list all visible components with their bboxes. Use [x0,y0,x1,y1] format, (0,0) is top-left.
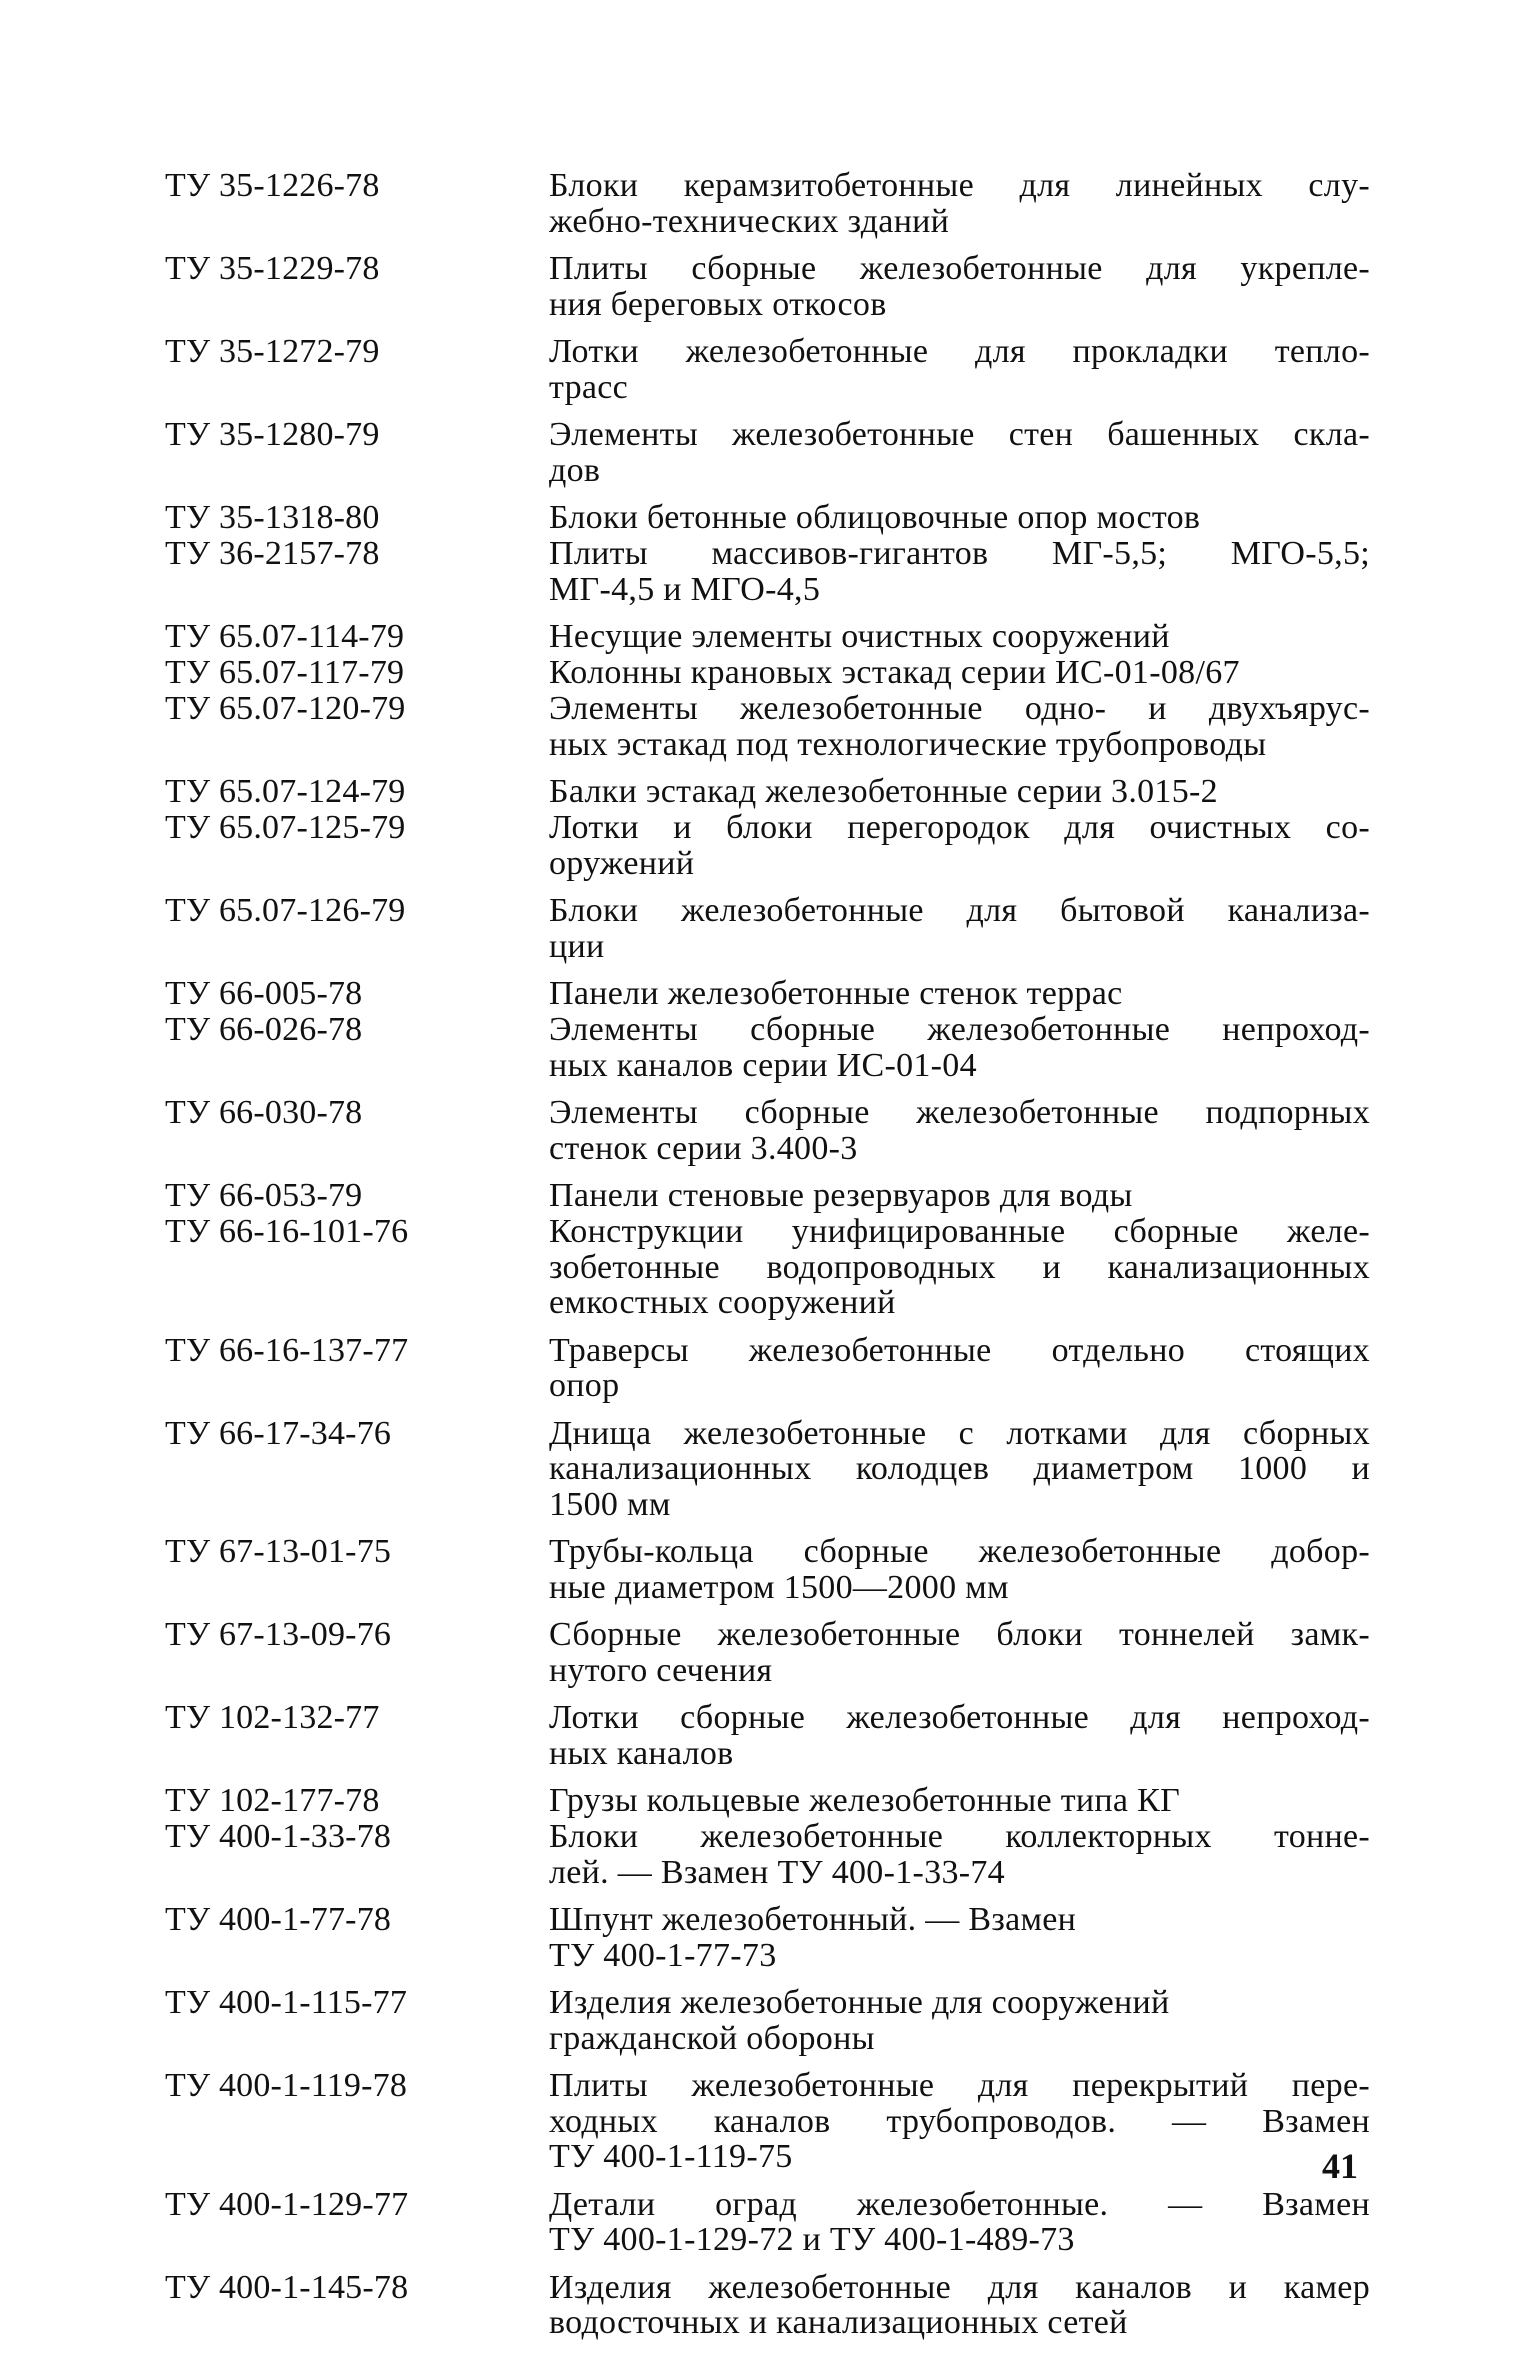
standards-list [165,168,1370,2341]
standard-description [549,1416,1370,1523]
standard-description [549,1012,1370,1083]
list-item [165,251,1370,322]
standard-code: ТУ 102-132-77 [165,1699,380,1736]
standard-description [549,1985,1370,2056]
description-line: канализационных колодцев диаметром 1000 и [549,1451,1370,1487]
description-line: ных эстакад под технологические трубопроводы [549,726,1267,762]
standard-description [549,1902,1370,1973]
description-line: Сборные железобетонные блоки тоннелей замк- [549,1617,1370,1653]
list-item [165,1700,1370,1771]
standard-description [549,893,1370,964]
standard-description [549,334,1370,405]
standard-description [549,2270,1370,2341]
standard-code: ТУ 36-2157-78 [165,535,380,572]
standard-code: ТУ 65.07-120-79 [165,690,406,727]
description-line: нутого сечения [549,1652,773,1688]
standard-description [549,655,1370,691]
description-line: ния береговых откосов [549,286,887,322]
standard-code: ТУ 400-1-33-78 [165,1818,392,1855]
standard-code: ТУ 65.07-126-79 [165,892,406,929]
description-line: Блоки бетонные облицовочные опор мостов [549,500,1201,536]
standard-code: ТУ 35-1280-79 [165,416,380,453]
description-line: Элементы сборные железобетонные подпорных [549,1095,1370,1131]
description-line: стенок серии 3.400-3 [549,1130,858,1166]
standard-code: ТУ 66-16-137-77 [165,1331,409,1369]
description-line: Блоки железобетонные для бытовой канализа- [549,893,1370,929]
standard-description [549,976,1370,1012]
standard-code: ТУ 35-1226-78 [165,167,380,204]
list-item [165,2270,1370,2341]
description-line: водосточных и канализационных сетей [549,2305,1128,2341]
standard-code: ТУ 65.07-117-79 [165,654,405,691]
description-line: Конструкции унифицированные сборные желе- [549,1214,1370,1250]
standard-description [549,2068,1370,2175]
description-line: Днища железобетонные с лотками для сборных [549,1415,1370,1451]
description-line: ТУ 400-1-129-72 и ТУ 400-1-489-73 [549,2222,1075,2258]
description-line: Плиты массивов-гигантов МГ-5,5; МГО-5,5; [549,536,1370,572]
description-line: ТУ 400-1-77-73 [549,1937,777,1973]
standard-code: ТУ 400-1-145-78 [165,2268,409,2306]
standard-description [549,417,1370,488]
standard-description [549,1095,1370,1166]
description-line: Шпунт железобетонный. — Взамен [549,1902,1077,1938]
standard-code: ТУ 400-1-77-78 [165,1901,392,1938]
list-item [165,893,1370,964]
standard-description [549,1214,1370,1321]
description-line: Трубы-кольца сборные железобетонные добор- [549,1534,1370,1570]
standard-code: ТУ 66-17-34-76 [165,1414,392,1452]
page-number: 41 [1322,2146,1358,2186]
standard-code: ТУ 67-13-09-76 [165,1616,392,1653]
description-line: МГ-4,5 и МГО-4,5 [549,571,821,607]
standard-code: ТУ 66-16-101-76 [165,1213,409,1250]
list-item [165,1178,1370,1214]
standard-description [549,691,1370,762]
standard-code: ТУ 35-1272-79 [165,333,380,370]
standard-code: ТУ 102-177-78 [165,1782,380,1819]
description-line: ТУ 400-1-119-75 [549,2139,793,2175]
standard-description [549,1178,1370,1214]
list-item [165,2187,1370,2258]
description-line: жебно-технических зданий [549,203,950,239]
list-item [165,810,1370,881]
description-line: дов [549,452,601,488]
list-item [165,500,1370,536]
description-line: Балки эстакад железобетонные серии 3.015-2 [549,774,1218,810]
description-line: Траверсы железобетонные отдельно стоящих [549,1332,1370,1368]
standard-code: ТУ 66-030-78 [165,1094,363,1131]
standard-description [549,251,1370,322]
standard-description [549,619,1370,655]
list-item [165,976,1370,1012]
description-line: Лотки железобетонные для прокладки тепло- [549,334,1370,370]
list-item [165,655,1370,691]
description-line: Элементы железобетонные стен башенных скла- [549,417,1370,453]
standard-description [549,1617,1370,1688]
description-line: Плиты сборные железобетонные для укрепле- [549,251,1370,287]
description-line: Блоки керамзитобетонные для линейных слу- [549,168,1370,204]
description-line: ные диаметром 1500—2000 мм [549,1569,1009,1605]
list-item [165,1095,1370,1166]
description-line: ных каналов [549,1735,734,1771]
list-item [165,1902,1370,1973]
description-line: лей. — Взамен ТУ 400-1-33-74 [549,1854,1005,1890]
list-item [165,1416,1370,1523]
standard-description [549,1534,1370,1605]
list-item [165,1012,1370,1083]
standard-code: ТУ 400-1-119-78 [165,2067,408,2104]
description-line: Несущие элементы очистных сооружений [549,619,1170,655]
list-item [165,334,1370,405]
description-line: ции [549,928,605,964]
description-line: зобетонные водопроводных и канализационных [549,1249,1370,1285]
list-item [165,1333,1370,1404]
standard-description [549,810,1370,881]
standard-code: ТУ 35-1318-80 [165,499,380,536]
standard-code: ТУ 67-13-01-75 [165,1533,392,1570]
standard-description [549,168,1370,239]
description-line: Элементы сборные железобетонные непроход- [549,1012,1370,1048]
list-item [165,1534,1370,1605]
standard-description [549,1333,1370,1404]
list-item [165,417,1370,488]
description-line: опор [549,1368,620,1404]
description-line: Лотки и блоки перегородок для очистных со- [549,810,1370,846]
description-line: Блоки железобетонные коллекторных тонне- [549,1819,1370,1855]
description-line: Грузы кольцевые железобетонные типа КГ [549,1783,1181,1819]
list-item [165,774,1370,810]
list-item [165,1783,1370,1819]
description-line: ходных каналов трубопроводов. — Взамен [549,2103,1370,2139]
list-item [165,1985,1370,2056]
description-line: Изделия железобетонные для сооружений [549,1985,1170,2021]
standard-description [549,536,1370,607]
description-line: емкостных сооружений [549,1285,896,1321]
standard-code: ТУ 66-053-79 [165,1177,363,1214]
standard-description [549,774,1370,810]
standard-description [549,500,1370,536]
list-item [165,1819,1370,1890]
standard-code: ТУ 400-1-129-77 [165,2185,409,2223]
standard-code: ТУ 65.07-124-79 [165,773,406,810]
description-line: Элементы железобетонные одно- и двухъярус- [549,691,1370,727]
description-line: Детали оград железобетонные. — Взамен [549,2186,1370,2222]
list-item [165,536,1370,607]
standard-code: ТУ 66-005-78 [165,975,363,1012]
standard-code: ТУ 65.07-114-79 [165,618,405,655]
standard-description [549,2187,1370,2258]
standard-code: ТУ 35-1229-78 [165,250,380,287]
description-line: гражданской обороны [549,2020,875,2056]
list-item [165,619,1370,655]
description-line: Панели стеновые резервуаров для воды [549,1178,1133,1214]
standard-description [549,1700,1370,1771]
description-line: ных каналов серии ИС-01-04 [549,1047,977,1083]
standard-code: ТУ 65.07-125-79 [165,809,406,846]
list-item [165,1617,1370,1688]
description-line: оружений [549,845,695,881]
description-line: трасс [549,369,629,405]
list-item [165,1214,1370,1321]
list-item [165,691,1370,762]
list-item [165,168,1370,239]
description-line: Изделия железобетонные для каналов и камер [549,2269,1370,2305]
description-line: Лотки сборные железобетонные для непроход- [549,1700,1370,1736]
description-line: Плиты железобетонные для перекрытий пере- [549,2068,1370,2104]
standard-description [549,1783,1370,1819]
standard-code: ТУ 400-1-115-77 [165,1984,408,2021]
standard-code: ТУ 66-026-78 [165,1011,363,1048]
description-line: Колонны крановых эстакад серии ИС-01-08/67 [549,655,1240,691]
description-line: 1500 мм [549,1486,671,1522]
list-item [165,2068,1370,2175]
standard-description [549,1819,1370,1890]
description-line: Панели железобетонные стенок террас [549,976,1123,1012]
